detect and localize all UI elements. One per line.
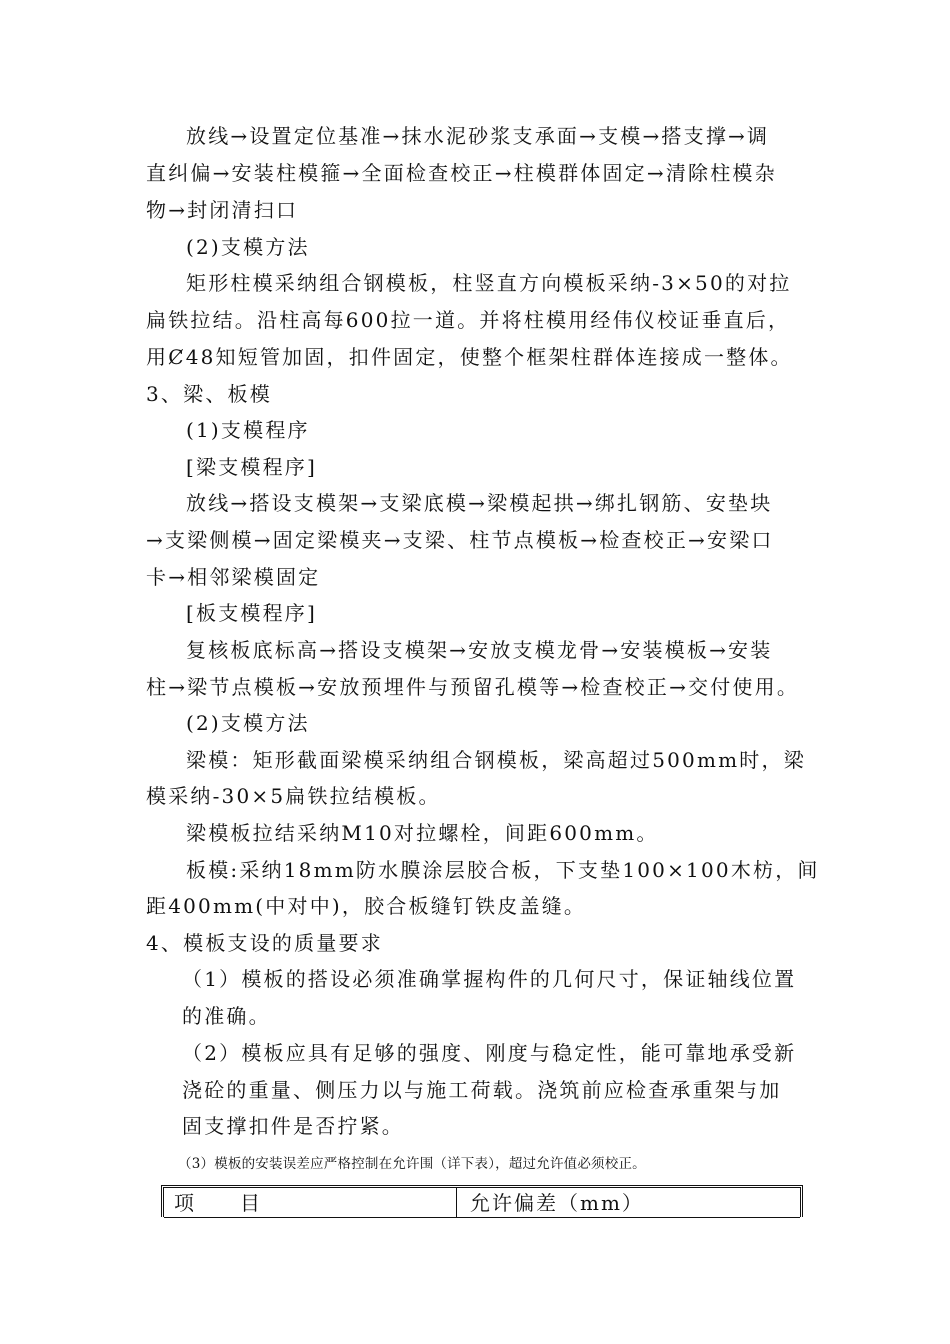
table-header-item: 项 目 [174,1191,262,1215]
section-heading: 4、模板支设的质量要求 [146,931,383,955]
text-line: 放线→设置定位基准→抹水泥砂浆支承面→支模→搭支撑→调 [186,124,770,148]
text-line: 用Ȼ48知短管加固，扣件固定，使整个框架柱群体连接成一整体。 [146,345,793,369]
list-item: （2）模板应具有足够的强度、刚度与稳定性，能可靠地承受新 [182,1041,797,1065]
subheading: [梁支模程序] [186,455,318,479]
text-line: 矩形柱模采纳组合钢模板，柱竖直方向模板采纳-3×50的对拉 [186,271,792,295]
text-line: 柱→梁节点模板→安放预埋件与预留孔模等→检查校正→交付使用。 [146,675,800,699]
subheading: (1)支模程序 [186,418,310,442]
list-item-continuation: 浇砼的重量、侧压力以与施工荷载。浇筑前应检查承重架与加 [182,1078,782,1102]
text-line: 板模:采纳18mm防水膜涂层胶合板，下支垫100×100木枋，间 [186,858,820,882]
text-line: 物→封闭清扫口 [146,198,299,222]
text-line: 放线→搭设支模架→支梁底模→梁模起拱→绑扎钢筋、安垫块 [186,491,773,515]
text-line: →支梁侧模→固定梁模夹→支梁、柱节点模板→检查校正→安梁口 [146,528,774,552]
subheading: (2)支模方法 [186,235,310,259]
subheading: (2)支模方法 [186,711,310,735]
table-column-divider [456,1188,457,1217]
list-item-small: （3）模板的安装误差应严格控制在允许围（详下表），超过允许值必须校正。 [178,1156,646,1172]
text-line: 扁铁拉结。沿柱高每600拉一道。并将柱模用经伟仪校证垂直后， [146,308,791,332]
section-heading: 3、梁、板模 [146,382,272,406]
text-line: 直纠偏→安装柱模箍→全面检查校正→柱模群体固定→清除柱模杂 [146,161,777,185]
list-item-continuation: 的准确。 [182,1004,271,1028]
tolerance-table [161,1185,803,1217]
text-line: 距400mm(中对中)，胶合板缝钉铁皮盖缝。 [146,894,587,918]
table-row-divider [164,1217,800,1218]
text-line: 梁模：矩形截面梁模采纳组合钢模板，梁高超过500mm时，梁 [186,748,806,772]
text-line: 模采纳-30×5扁铁拉结模板。 [146,784,441,808]
subheading: [板支模程序] [186,601,318,625]
text-line: 梁模板拉结采纳M10对拉螺栓，间距600mm。 [186,821,659,845]
text-line: 卡→相邻梁模固定 [146,565,321,589]
table-header-tolerance: 允许偏差（mm） [470,1191,644,1215]
list-item: （1）模板的搭设必须准确掌握构件的几何尺寸，保证轴线位置 [182,967,797,991]
text-line: 复核板底标高→搭设支模架→安放支模龙骨→安装模板→安装 [186,638,773,662]
list-item-continuation: 固支撑扣件是否拧紧。 [182,1114,404,1138]
